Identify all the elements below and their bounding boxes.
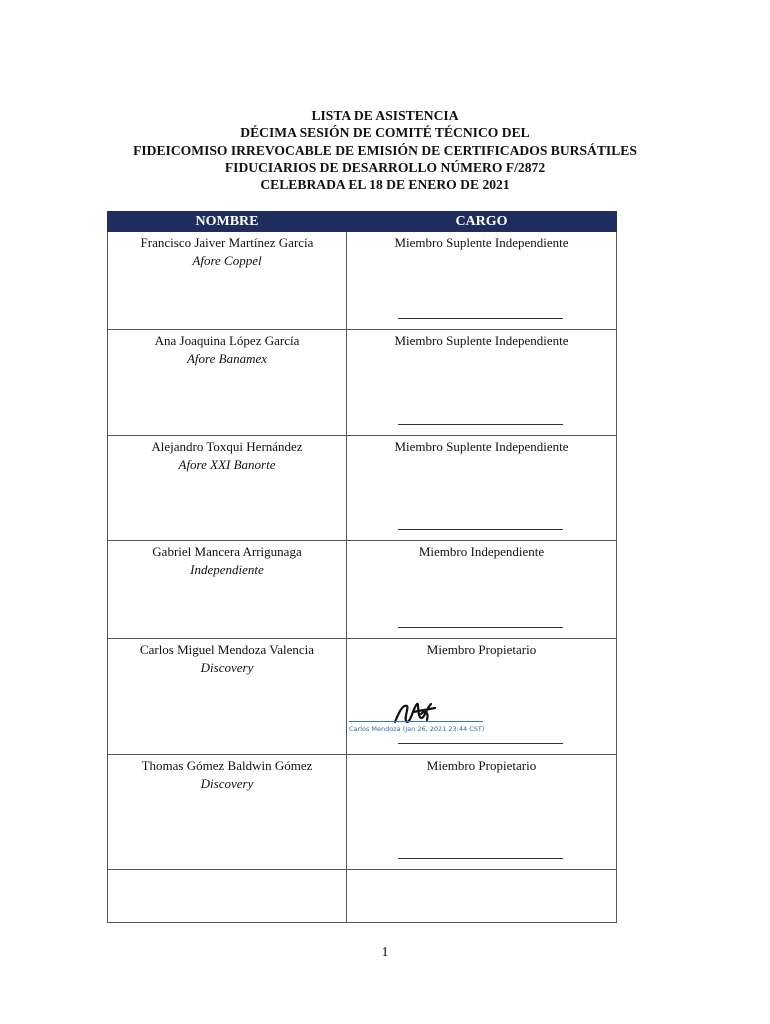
attendee-name: Alejandro Toxqui Hernández <box>151 439 303 454</box>
column-header-nombre: NOMBRE <box>108 212 347 232</box>
electronic-signature[interactable] <box>349 698 485 733</box>
attendee-role: Miembro Suplente Independiente <box>394 235 569 250</box>
empty-cell <box>108 870 347 923</box>
table-row-empty <box>108 870 617 923</box>
attendee-role: Miembro Independiente <box>418 544 545 559</box>
signature-line[interactable] <box>398 743 563 744</box>
role-cell <box>347 232 617 330</box>
table-row <box>108 436 617 541</box>
esignature-stamp: Carlos Mendoza (Jan 26, 2021 23:44 CST) <box>349 725 485 733</box>
attendee-role: Miembro Suplente Independiente <box>394 439 569 454</box>
name-cell <box>108 541 347 639</box>
attendee-org: Afore XXI Banorte <box>178 457 276 472</box>
attendee-name: Carlos Miguel Mendoza Valencia <box>139 642 315 657</box>
table-header-row <box>108 212 617 232</box>
title-line: LISTA DE ASISTENCIA <box>311 108 459 123</box>
name-cell <box>108 755 347 870</box>
signature-line[interactable] <box>398 424 563 425</box>
signature-line[interactable] <box>398 858 563 859</box>
attendee-org: Discovery <box>200 776 254 791</box>
signature-line[interactable] <box>398 529 563 530</box>
esignature-underline <box>349 721 483 722</box>
table-row <box>108 330 617 436</box>
signature-scribble-icon <box>391 698 441 728</box>
attendee-name: Francisco Jaiver Martínez García <box>140 235 314 250</box>
attendee-org: Independiente <box>190 562 264 577</box>
title-line: DÉCIMA SESIÓN DE COMITÉ TÉCNICO DEL <box>240 125 530 141</box>
name-cell <box>108 232 347 330</box>
attendee-role: Miembro Suplente Independiente <box>394 333 569 348</box>
role-cell <box>347 639 617 755</box>
attendee-name: Gabriel Mancera Arrigunaga <box>152 544 302 559</box>
empty-cell <box>347 870 617 923</box>
page-number: 1 <box>381 945 389 960</box>
attendance-table <box>107 211 617 923</box>
name-cell <box>108 330 347 436</box>
signature-line[interactable] <box>398 318 563 319</box>
attendee-name: Thomas Gómez Baldwin Gómez <box>141 758 313 773</box>
title-line: CELEBRADA EL 18 DE ENERO DE 2021 <box>260 177 510 193</box>
name-cell <box>108 639 347 755</box>
attendee-org: Afore Banamex <box>186 351 268 366</box>
table-row <box>108 232 617 330</box>
role-cell <box>347 436 617 541</box>
role-cell <box>347 755 617 870</box>
title-line: FIDUCIARIOS DE DESARROLLO NÚMERO F/2872 <box>224 159 546 175</box>
document-title <box>0 107 770 193</box>
attendee-role: Miembro Propietario <box>426 758 537 773</box>
attendee-role: Miembro Propietario <box>426 642 537 657</box>
role-cell <box>347 330 617 436</box>
attendee-org: Afore Coppel <box>192 253 262 268</box>
role-cell <box>347 541 617 639</box>
signature-line[interactable] <box>398 627 563 628</box>
table-row <box>108 639 617 755</box>
attendee-org: Discovery <box>200 660 254 675</box>
table-row <box>108 541 617 639</box>
table-row <box>108 755 617 870</box>
column-header-cargo: CARGO <box>347 212 617 232</box>
name-cell <box>108 436 347 541</box>
title-line: FIDEICOMISO IRREVOCABLE DE EMISIÓN DE CERTIFICADOS BURSÁTILES <box>133 142 637 158</box>
attendee-name: Ana Joaquina López García <box>154 333 300 348</box>
